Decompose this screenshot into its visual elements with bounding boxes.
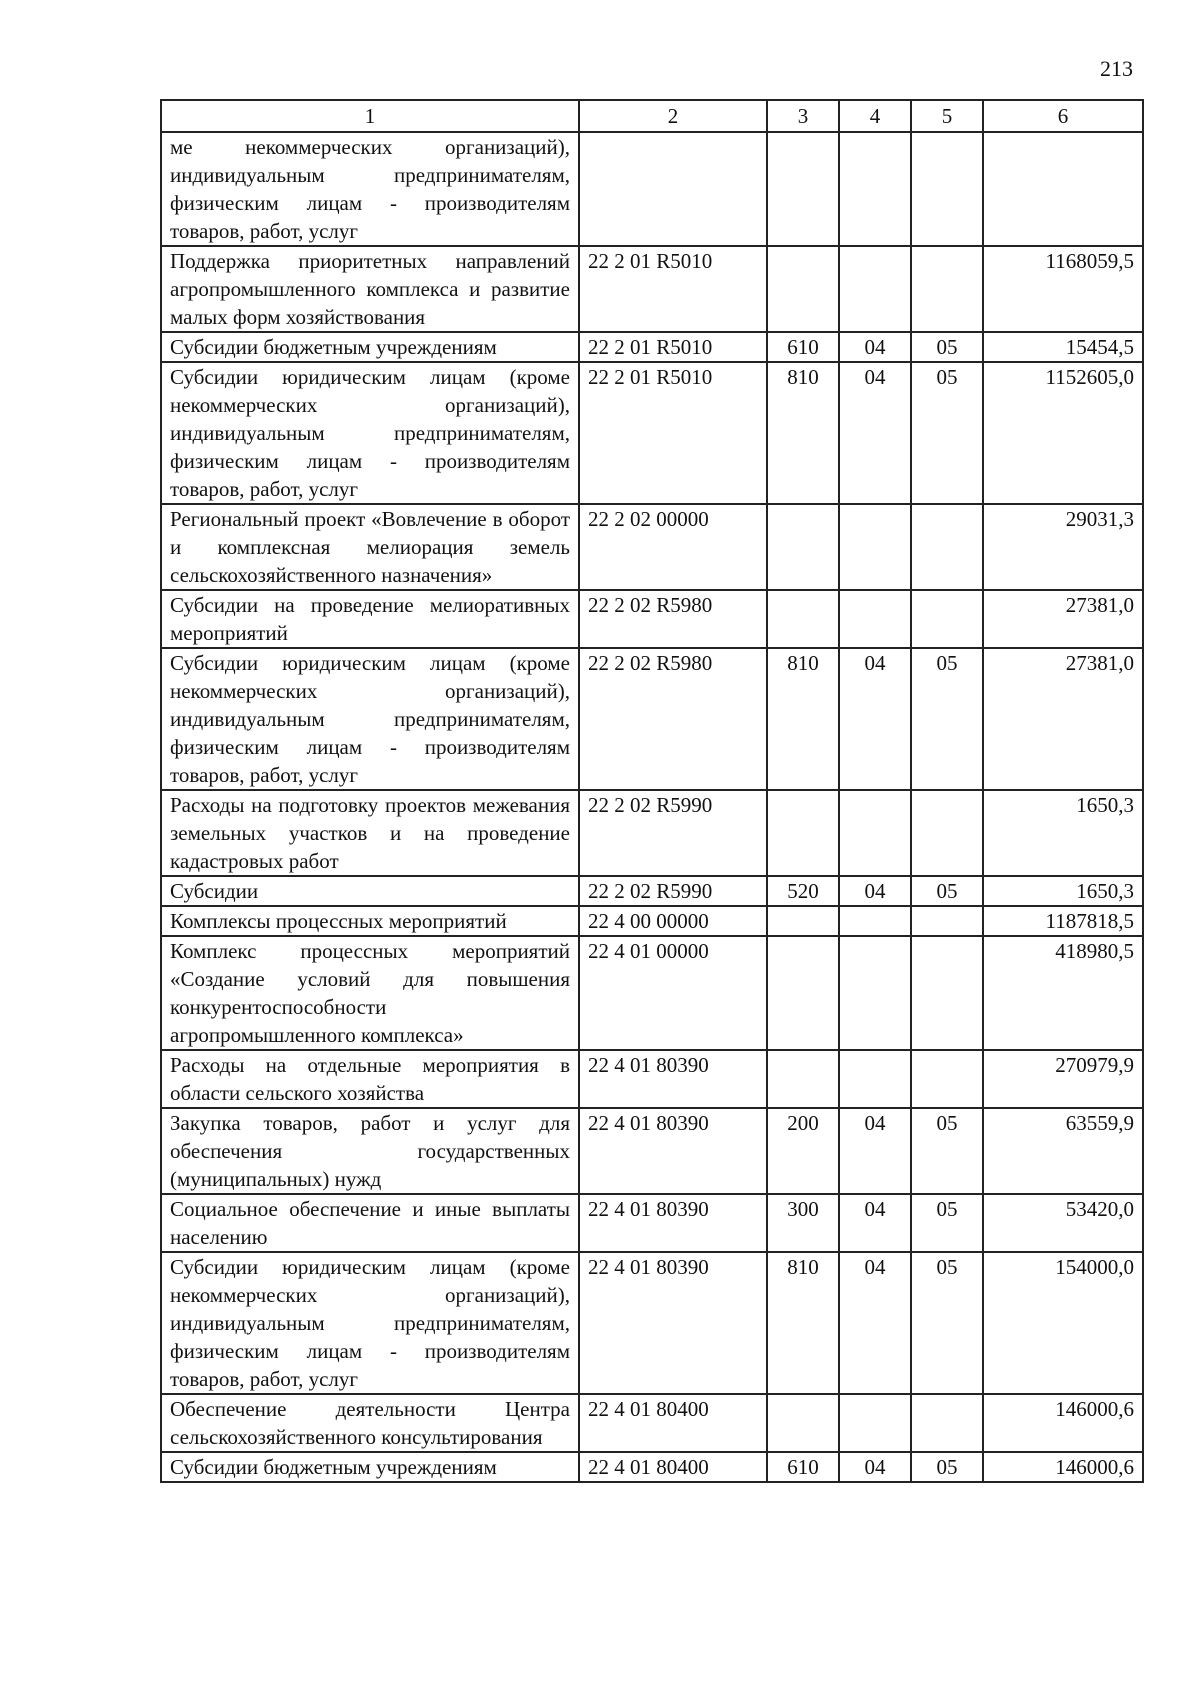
row-col-4: [839, 590, 911, 648]
row-col-5: [911, 906, 983, 936]
row-col-3: 810: [767, 1252, 839, 1394]
table-row: [161, 246, 1143, 332]
table-row: [161, 790, 1143, 876]
row-code: 22 4 01 80390: [579, 1194, 767, 1252]
row-name: Обеспечение деятельности Центра сельскохозяйственного консультирования: [161, 1394, 579, 1452]
row-code: [579, 132, 767, 246]
row-name: Закупка товаров, работ и услуг для обеспечения государственных (муниципальных) нужд: [161, 1108, 579, 1194]
row-amount: 1650,3: [983, 876, 1143, 906]
row-col-5: [911, 1050, 983, 1108]
row-amount: 63559,9: [983, 1108, 1143, 1194]
row-col-3: [767, 1394, 839, 1452]
table-row: [161, 132, 1143, 246]
row-code: 22 2 01 R5010: [579, 362, 767, 504]
row-name: Социальное обеспечение и иные выплаты населению: [161, 1194, 579, 1252]
row-name: Расходы на подготовку проектов межевания земельных участков и на проведение кадастровых работ: [161, 790, 579, 876]
row-col-5: [911, 504, 983, 590]
row-col-5: [911, 936, 983, 1050]
row-amount: [983, 132, 1143, 246]
table-row: [161, 936, 1143, 1050]
row-col-5: [911, 132, 983, 246]
row-col-4: [839, 1050, 911, 1108]
row-col-4: [839, 132, 911, 246]
row-col-5: [911, 246, 983, 332]
row-code: 22 2 02 R5990: [579, 876, 767, 906]
row-col-4: 04: [839, 1452, 911, 1482]
table-row: [161, 1252, 1143, 1394]
row-col-4: [839, 790, 911, 876]
header-row: [161, 100, 1143, 132]
row-col-3: 300: [767, 1194, 839, 1252]
row-col-4: 04: [839, 332, 911, 362]
row-amount: 1650,3: [983, 790, 1143, 876]
row-col-3: 810: [767, 362, 839, 504]
row-col-3: 200: [767, 1108, 839, 1194]
row-code: 22 4 00 00000: [579, 906, 767, 936]
row-col-5: 05: [911, 1194, 983, 1252]
row-col-4: [839, 936, 911, 1050]
row-col-3: [767, 504, 839, 590]
row-amount: 27381,0: [983, 590, 1143, 648]
header-col-2: 2: [579, 100, 767, 132]
row-amount: 15454,5: [983, 332, 1143, 362]
row-code: 22 4 01 80390: [579, 1050, 767, 1108]
row-amount: 1152605,0: [983, 362, 1143, 504]
row-code: 22 4 01 80400: [579, 1394, 767, 1452]
row-col-3: [767, 906, 839, 936]
row-amount: 146000,6: [983, 1452, 1143, 1482]
row-name: Комплекс процессных мероприятий «Создание условий для повышения конкурентоспособности агропромышленного комплекса»: [161, 936, 579, 1050]
row-col-4: 04: [839, 1194, 911, 1252]
table-row: [161, 1452, 1143, 1482]
row-amount: 146000,6: [983, 1394, 1143, 1452]
row-amount: 418980,5: [983, 936, 1143, 1050]
row-col-5: [911, 1394, 983, 1452]
row-amount: 154000,0: [983, 1252, 1143, 1394]
row-name: Субсидии юридическим лицам (кроме некоммерческих организаций), индивидуальным предпринимателям, физическим лицам - производителям товаров, работ, услуг: [161, 362, 579, 504]
row-name: Комплексы процессных мероприятий: [161, 906, 579, 936]
row-code: 22 2 01 R5010: [579, 332, 767, 362]
row-name: Субсидии бюджетным учреждениям: [161, 1452, 579, 1482]
row-code: 22 4 01 80390: [579, 1108, 767, 1194]
row-name: Субсидии юридическим лицам (кроме некоммерческих организаций), индивидуальным предпринимателям, физическим лицам - производителям товаров, работ, услуг: [161, 648, 579, 790]
row-name: Региональный проект «Вовлечение в оборот и комплексная мелиорация земель сельскохозяйственного назначения»: [161, 504, 579, 590]
table-row: [161, 590, 1143, 648]
row-col-3: [767, 1050, 839, 1108]
row-col-4: [839, 504, 911, 590]
row-code: 22 2 02 R5980: [579, 590, 767, 648]
row-col-4: 04: [839, 1252, 911, 1394]
row-col-5: 05: [911, 648, 983, 790]
table-row: [161, 1194, 1143, 1252]
row-code: 22 2 02 R5980: [579, 648, 767, 790]
row-col-3: 610: [767, 1452, 839, 1482]
header-col-5: 5: [911, 100, 983, 132]
row-code: 22 2 01 R5010: [579, 246, 767, 332]
header-col-3: 3: [767, 100, 839, 132]
row-col-3: [767, 132, 839, 246]
row-amount: 29031,3: [983, 504, 1143, 590]
table-row: [161, 504, 1143, 590]
row-code: 22 4 01 00000: [579, 936, 767, 1050]
row-col-4: 04: [839, 876, 911, 906]
row-col-3: [767, 790, 839, 876]
row-col-3: 520: [767, 876, 839, 906]
row-col-3: [767, 590, 839, 648]
table-row: [161, 906, 1143, 936]
row-col-4: 04: [839, 648, 911, 790]
row-name: Субсидии бюджетным учреждениям: [161, 332, 579, 362]
table-row: [161, 1050, 1143, 1108]
row-code: 22 4 01 80400: [579, 1452, 767, 1482]
row-col-5: [911, 790, 983, 876]
header-col-6: 6: [983, 100, 1143, 132]
header-col-4: 4: [839, 100, 911, 132]
row-col-3: [767, 936, 839, 1050]
row-col-5: 05: [911, 876, 983, 906]
table-row: [161, 648, 1143, 790]
row-col-5: 05: [911, 1108, 983, 1194]
row-col-5: 05: [911, 332, 983, 362]
row-name: Расходы на отдельные мероприятия в области сельского хозяйства: [161, 1050, 579, 1108]
table-body: [161, 132, 1143, 1482]
header-col-1: 1: [161, 100, 579, 132]
row-amount: 1168059,5: [983, 246, 1143, 332]
row-col-3: 810: [767, 648, 839, 790]
row-amount: 270979,9: [983, 1050, 1143, 1108]
row-col-5: 05: [911, 1252, 983, 1394]
row-name: Субсидии: [161, 876, 579, 906]
row-code: 22 2 02 R5990: [579, 790, 767, 876]
table-row: [161, 362, 1143, 504]
row-col-4: 04: [839, 1108, 911, 1194]
row-amount: 27381,0: [983, 648, 1143, 790]
row-code: 22 2 02 00000: [579, 504, 767, 590]
table-row: [161, 332, 1143, 362]
row-col-3: 610: [767, 332, 839, 362]
row-name: Субсидии на проведение мелиоративных мероприятий: [161, 590, 579, 648]
row-col-5: 05: [911, 362, 983, 504]
row-amount: 53420,0: [983, 1194, 1143, 1252]
row-col-3: [767, 246, 839, 332]
row-col-4: 04: [839, 362, 911, 504]
page-number: 213: [1100, 56, 1133, 81]
row-name: ме некоммерческих организаций), индивидуальным предпринимателям, физическим лицам - производителям товаров, работ, услуг: [161, 132, 579, 246]
row-name: Поддержка приоритетных направлений агропромышленного комплекса и развитие малых форм хозяйствования: [161, 246, 579, 332]
row-col-4: [839, 246, 911, 332]
table-row: [161, 1394, 1143, 1452]
row-col-4: [839, 906, 911, 936]
row-col-5: 05: [911, 1452, 983, 1482]
row-code: 22 4 01 80390: [579, 1252, 767, 1394]
row-name: Субсидии юридическим лицам (кроме некоммерческих организаций), индивидуальным предпринимателям, физическим лицам - производителям товаров, работ, услуг: [161, 1252, 579, 1394]
table-row: [161, 876, 1143, 906]
row-col-4: [839, 1394, 911, 1452]
table-row: [161, 1108, 1143, 1194]
budget-table: [160, 99, 1144, 1483]
row-col-5: [911, 590, 983, 648]
row-amount: 1187818,5: [983, 906, 1143, 936]
